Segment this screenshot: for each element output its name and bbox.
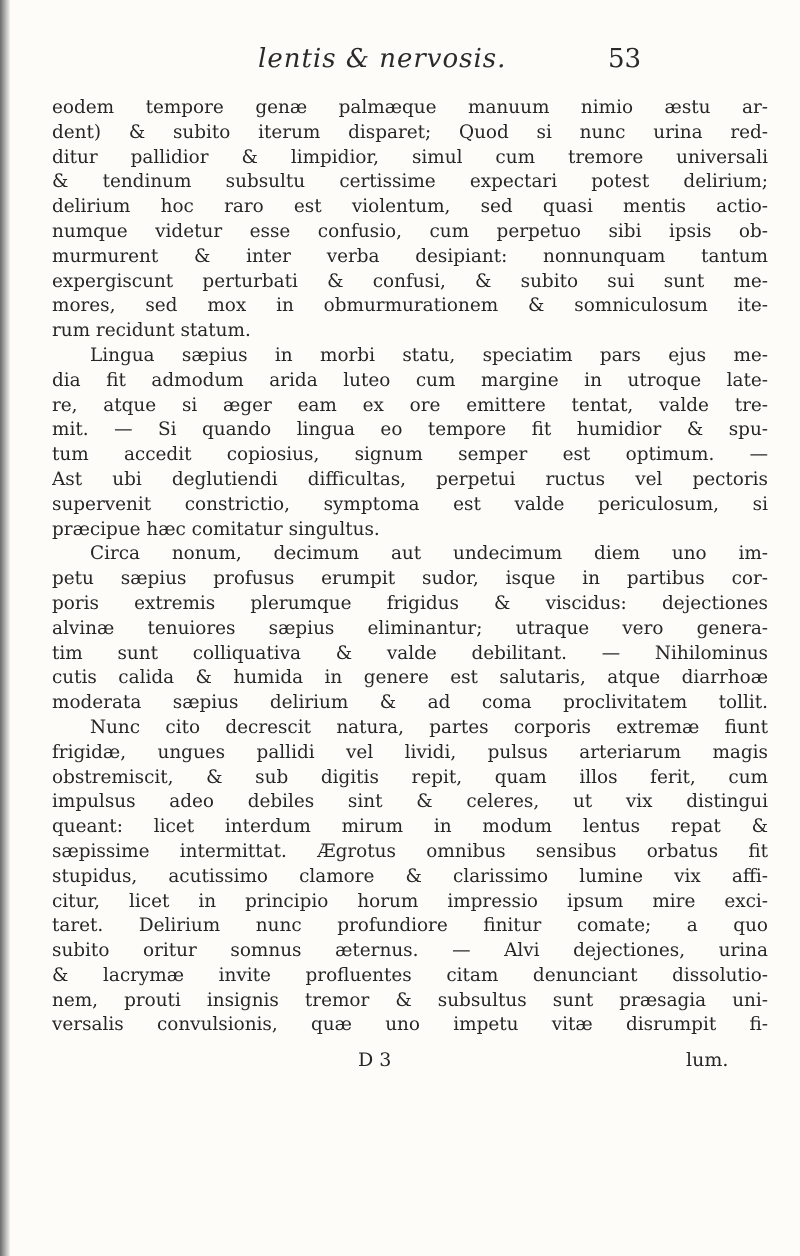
text-line: tim sunt colliquativa & valde debilitant. — Nihilominus	[52, 642, 768, 664]
text-line: delirium hoc raro est violentum, sed quasi mentis actio-	[52, 196, 768, 218]
text-line: obstremiscit, & sub digitis repit, quam illos ferit, cum	[52, 766, 768, 788]
text-line: sæpissime intermittat. Ægrotus omnibus sensibus orbatus fit	[52, 840, 768, 862]
text-line: petu sæpius profusus erumpit sudor, isque in partibus cor-	[52, 568, 768, 590]
text-line: numque videtur esse confusio, cum perpetuo sibi ipsis ob-	[52, 220, 768, 242]
text-line: dent) & subito iterum disparet; Quod si nunc urina red-	[52, 121, 768, 143]
text-line: & tendinum subsultu certissime expectari potest delirium;	[52, 171, 768, 193]
text-line: ditur pallidior & limpidior, simul cum tremore universali	[52, 146, 768, 168]
text-line: cutis calida & humida in genere est salutaris, atque diarrhoæ	[52, 667, 768, 689]
text-line: queant: licet interdum mirum in modum lentus repat &	[52, 816, 768, 838]
text-line: mit. — Si quando lingua eo tempore fit humidior & spu-	[52, 419, 768, 441]
text-line: expergiscunt perturbati & confusi, & subito sui sunt me-	[52, 270, 768, 292]
text-line: & lacrymæ invite profluentes citam denunciant dissolutio-	[52, 964, 768, 986]
text-line: mores, sed mox in obmurmurationem & somniculosum ite-	[52, 295, 768, 317]
text-line: subito oritur somnus æternus. — Alvi dejectiones, urina	[52, 940, 768, 962]
text-line: taret. Delirium nunc profundiore finitur comate; a quo	[52, 915, 768, 937]
signature-mark: D 3	[358, 1049, 392, 1071]
text-line: murmurent & inter verba desipiant: nonnunquam tantum	[52, 245, 768, 267]
text-line: dia fit admodum arida luteo cum margine in utroque late-	[52, 369, 768, 391]
text-line: supervenit constrictio, symptoma est valde periculosum, si	[52, 493, 768, 515]
catchword: lum.	[686, 1049, 729, 1071]
text-line: Lingua sæpius in morbi statu, speciatim pars ejus me-	[90, 344, 768, 366]
text-line: frigidæ, ungues pallidi vel lividi, pulsus arteriarum magis	[52, 741, 768, 763]
text-line: Nunc cito decrescit natura, partes corporis extremæ fiunt	[90, 716, 768, 738]
text-line: citur, licet in principio horum impressio ipsum mire exci-	[52, 890, 768, 912]
text-line: impulsus adeo debiles sint & celeres, ut vix distingui	[52, 791, 768, 813]
text-line: stupidus, acutissimo clamore & clarissimo lumine vix affi-	[52, 865, 768, 887]
text-line: eodem tempore genæ palmæque manuum nimio æstu ar-	[52, 97, 768, 118]
page-header	[0, 44, 800, 84]
text-line: moderata sæpius delirium & ad coma proclivitatem tollit.	[52, 692, 768, 714]
text-line: rum recidunt statum.	[52, 320, 251, 342]
text-line: nem, prouti insignis tremor & subsultus sunt præsagia uni-	[52, 989, 768, 1011]
text-line: re, atque si æger eam ex ore emittere tentat, valde tre-	[52, 394, 768, 416]
text-line: tum accedit copiosius, signum semper est optimum. —	[52, 444, 768, 466]
text-line: alvinæ tenuiores sæpius eliminantur; utraque vero genera-	[52, 617, 768, 639]
page-number: 53	[608, 44, 642, 74]
text-line: Ast ubi deglutiendi difficultas, perpetui ructus vel pectoris	[52, 468, 768, 490]
text-line: præcipue hæc comitatur singultus.	[52, 518, 380, 540]
body-text	[52, 96, 768, 1038]
running-title: lentis & nervosis.	[258, 44, 507, 74]
text-line: poris extremis plerumque frigidus & viscidus: dejectiones	[52, 592, 768, 614]
text-line: Circa nonum, decimum aut undecimum diem uno im-	[90, 543, 768, 565]
page-footer	[0, 1049, 800, 1077]
text-line: versalis convulsionis, quæ uno impetu vitæ disrumpit fi-	[52, 1014, 768, 1036]
